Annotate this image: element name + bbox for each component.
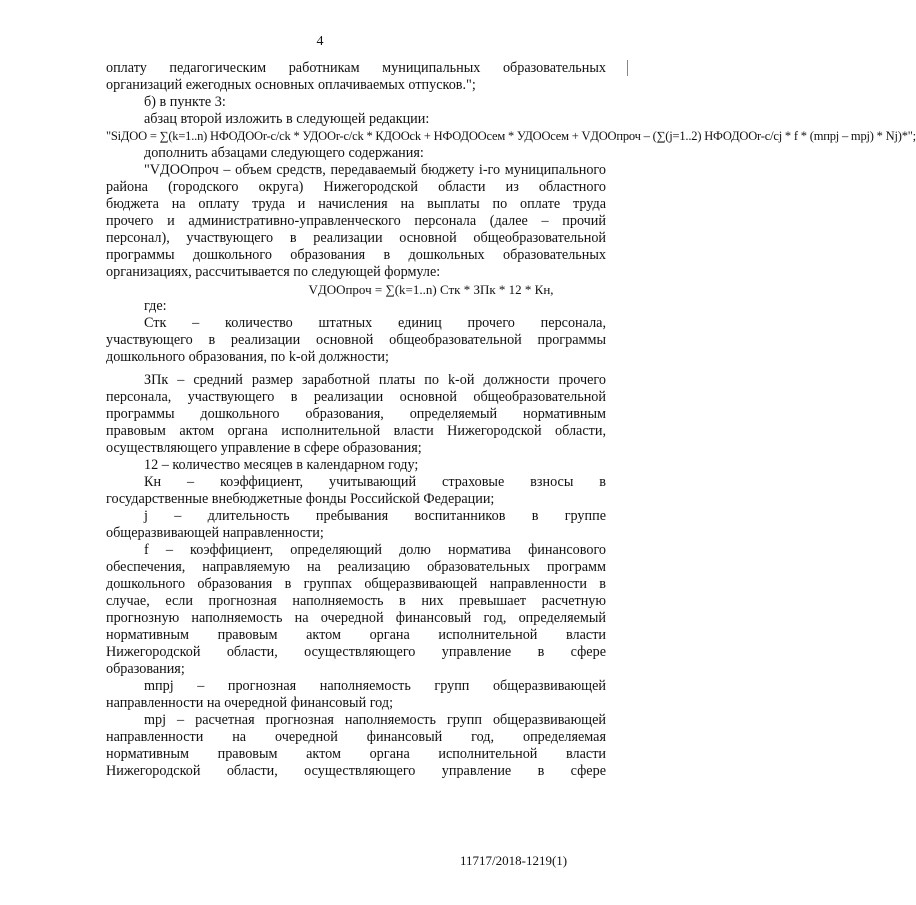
text-line: общеразвивающей направленности;	[106, 525, 324, 541]
text-line: прогнозную наполняемость на очередной финансовый год, определяемый	[106, 610, 606, 626]
text-line: ЗПк – средний размер заработной платы по k-ой должности прочего	[144, 372, 606, 388]
text-line: Стк – количество штатных единиц прочего персонала,	[144, 315, 606, 331]
document-code: 11717/2018-1219(1)	[460, 853, 568, 868]
text-line: "VДООпроч – объем средств, передаваемый бюджету i-го муниципального	[144, 162, 606, 178]
document-body	[106, 60, 916, 780]
text-line: бюджета на оплату труда и начисления на выплаты по оплате труда	[106, 196, 606, 212]
text-line: участвующего в реализации основной общеобразовательной программы	[106, 332, 606, 348]
text-line: где:	[144, 298, 167, 314]
text-line: осуществляющего управление в сфере образования;	[106, 440, 422, 456]
text-line: района (городского округа) Нижегородской области из областного	[106, 179, 606, 195]
text-line: оплату педагогическим работникам муниципальных образовательных	[106, 60, 606, 76]
margin-mark	[627, 60, 628, 76]
text-line: Нижегородской области, осуществляющего управление в сфере	[106, 763, 606, 779]
text-line: mпрj – прогнозная наполняемость групп общеразвивающей	[144, 678, 606, 694]
text-line: организациях, рассчитывается по следующей формуле:	[106, 264, 441, 280]
text-line: программы дошкольного образования в дошкольных образовательных	[106, 247, 606, 263]
page-number: 4	[316, 34, 324, 49]
text-line: дошкольного образования в группах общеразвивающей направленности в	[106, 576, 606, 592]
text-line: правовым актом органа исполнительной власти Нижегородской области,	[106, 423, 606, 439]
text-line: Кн – коэффициент, учитывающий страховые взносы в	[144, 474, 606, 490]
text-line: направленности на очередной финансовый год, определяемая	[106, 729, 606, 745]
text-line: направленности на очередной финансовый год;	[106, 695, 394, 711]
text-line: дополнить абзацами следующего содержания:	[144, 145, 424, 161]
text-line: государственные внебюджетные фонды Российской Федерации;	[106, 491, 495, 507]
text-line: абзац второй изложить в следующей редакции:	[144, 111, 430, 127]
text-line: нормативным правовым актом органа исполнительной власти	[106, 746, 606, 762]
text-line: 12 – количество месяцев в календарном году;	[144, 457, 419, 473]
text-line: персонал), участвующего в реализации основной общеобразовательной	[106, 230, 606, 246]
text-line: случае, если прогнозная наполняемость в них превышает расчетную	[106, 593, 606, 609]
text-line: организаций ежегодных основных оплачиваемых отпусков.";	[106, 77, 476, 93]
text-line: дошкольного образования, по k-ой должности;	[106, 349, 389, 365]
formula-v-proch: VДООпроч = ∑(k=1..n) Стк * ЗПк * 12 * Кн,	[308, 282, 554, 297]
text-line: прочего и административно-управленческого персонала (далее – прочий	[106, 213, 606, 229]
text-line: f – коэффициент, определяющий долю норматива финансового	[144, 542, 606, 558]
text-line: обеспечения, направляемую на реализацию образовательных программ	[106, 559, 606, 575]
text-line: нормативным правовым актом органа исполнительной власти	[106, 627, 606, 643]
text-line: Нижегородской области, осуществляющего управление в сфере	[106, 644, 606, 660]
text-line: j – длительность пребывания воспитанников в группе	[144, 508, 606, 524]
text-line: образования;	[106, 661, 185, 677]
text-line: программы дошкольного образования, определяемый нормативным	[106, 406, 606, 422]
formula-si-doo: "SiДОО = ∑(k=1..n) НФОДООr-c/ck * УДООr-c/ck * КДООck + НФОДООсем * УДООсем + VДООпроч – (∑(j=1..2) НФОДООr-c/cj * f * (mпрj – mрj) * Nj)*";	[106, 129, 916, 143]
text-line: персонала, участвующего в реализации основной общеобразовательной	[106, 389, 606, 405]
text-line: б) в пункте 3:	[144, 94, 226, 110]
text-line: mрj – расчетная прогнозная наполняемость групп общеразвивающей	[144, 712, 606, 728]
